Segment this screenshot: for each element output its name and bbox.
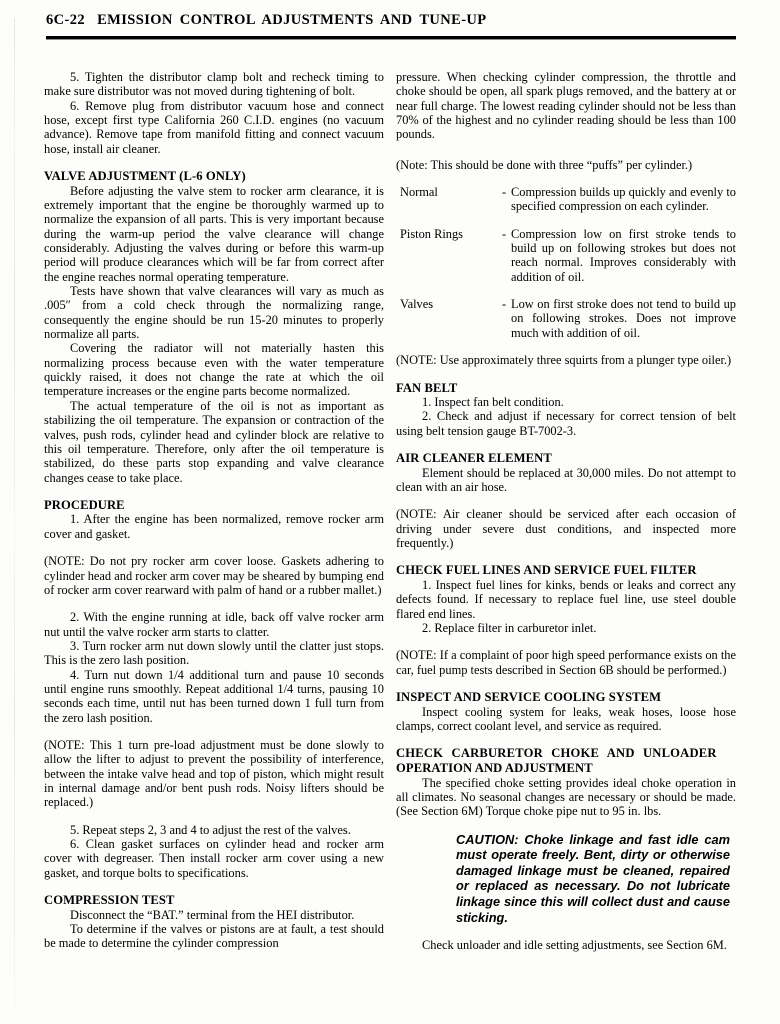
paragraph-fuel-lines-1: 1. Inspect fuel lines for kinks, bends or leaks and correct any defects found. If necessary to replace fuel line, use steel double flared end lines. xyxy=(396,578,736,621)
spacer xyxy=(396,733,736,746)
condition-term: Normal xyxy=(400,185,438,200)
spacer xyxy=(44,156,384,169)
spacer xyxy=(396,172,736,185)
paragraph-procedure-5: 5. Repeat steps 2, 3 and 4 to adjust the rest of the valves. xyxy=(70,822,351,837)
heading-fan-belt: FAN BELT xyxy=(396,380,458,395)
table-row xyxy=(396,227,736,284)
heading-check-fuel-lines: CHECK FUEL LINES AND SERVICE FUEL FILTER xyxy=(396,563,697,578)
spacer xyxy=(44,597,384,610)
condition-description: Low on first stroke does not tend to build up on following strokes. Does not improve much with addition of oil. xyxy=(511,297,736,340)
paragraph-procedure-3: 3. Turn rocker arm nut down slowly until the clatter just stops. This is the zero lash position. xyxy=(44,638,384,668)
heading-valve-adjustment: VALVE ADJUSTMENT (L-6 ONLY) xyxy=(44,169,246,184)
paragraph-step-5: 5. Tighten the distributor clamp bolt and recheck timing to make sure distributor was not moved during tightening of bolt. xyxy=(44,70,384,99)
paragraph-valve-1: Before adjusting the valve stem to rocker arm clearance, it is extremely important that the engine be thoroughly warmed up to normalize the expansion of all parts. This is very important because during the warm-up period the valve clearance will change considerably. Adjusting the valves during or before this warm-up period will produce clearances which will be far from correct after the engine reaches normal operating temperature. xyxy=(44,183,384,284)
spacer xyxy=(44,725,384,738)
paragraph-procedure-4: 4. Turn nut down 1/4 additional turn and pause 10 seconds until engine runs smoothly. Repeat additional 1/4 turns, pausing 10 seconds each time, until nut has been turned down 1 full turn from the zero lash position. xyxy=(44,667,384,725)
condition-description: Compression low on first stroke tends to build up on following strokes but does not reach normal. Improves considerably with addition of oil. xyxy=(511,226,736,284)
spacer xyxy=(396,142,736,158)
paragraph-compression-continued: pressure. When checking cylinder compression, the throttle and choke should be open, all spark plugs removed, and the battery at or near full charge. The lowest reading cylinder should not be less than 70% of the highest and no cylinder reading should be less than 100 pounds. xyxy=(396,70,736,142)
condition-term: Valves xyxy=(400,297,434,312)
heading-inspect-cooling-system: INSPECT AND SERVICE COOLING SYSTEM xyxy=(396,690,662,705)
header-rule xyxy=(46,36,736,39)
condition-dash: - xyxy=(502,185,507,200)
right-column xyxy=(396,70,736,953)
spacer xyxy=(396,368,736,381)
spacer xyxy=(396,340,736,353)
paragraph-choke: The specified choke setting provides ideal choke operation in all climates. No seasonal changes are necessary or should be made. (See Section 6M) Torque choke pipe nut to 95 in. lbs. xyxy=(396,775,736,819)
spacer xyxy=(396,925,736,938)
heading-compression-test: COMPRESSION TEST xyxy=(44,893,175,908)
paragraph-procedure-6: 6. Clean gasket surfaces on cylinder head and rocker arm cover with degreaser. Then install rocker arm cover using a new gasket, and torque bolts to specifications. xyxy=(44,837,384,880)
paragraph-valve-4: The actual temperature of the oil is not as important as stabilizing the oil temperature. The expansion or contraction of the valves, push rods, cylinder head and cylinder block are relative to this oil temperature. Therefore, only after the oil temperature is stabilized, do these parts stop expanding and valve clearance changes cease to take place. xyxy=(44,398,384,485)
page-title: EMISSION CONTROL ADJUSTMENTS AND TUNE-UP xyxy=(97,12,487,28)
paragraph-unloader: Check unloader and idle setting adjustments, see Section 6M. xyxy=(422,938,727,953)
table-row xyxy=(396,297,736,340)
paragraph-compression-1: Disconnect the “BAT.” terminal from the HEI distributor. xyxy=(70,907,355,922)
spacer xyxy=(44,810,384,823)
note-preload: (NOTE: This 1 turn pre-load adjustment must be done slowly to allow the lifter to adjust to prevent the possibility of interference, between the intake valve head and top of piston, which might result in internal damage and/or bent push rods. Noisy lifters should be replaced.) xyxy=(44,737,384,810)
spacer xyxy=(396,635,736,648)
spacer xyxy=(396,214,736,227)
page-header xyxy=(46,12,736,29)
header-text xyxy=(46,12,736,29)
heading-air-cleaner-element: AIR CLEANER ELEMENT xyxy=(396,451,552,466)
spacer xyxy=(44,485,384,498)
scan-artifact-line xyxy=(14,18,15,1008)
paragraph-valve-2: Tests have shown that valve clearances will vary as much as .005″ from a cold check through the normalizing range, consequently the engine should be run 15-20 minutes to properly normalize all parts. xyxy=(44,284,384,342)
condition-description: Compression builds up quickly and evenly to specified compression on each cylinder. xyxy=(511,185,736,214)
spacer xyxy=(396,438,736,451)
spacer xyxy=(396,819,736,832)
paragraph-compression-2: To determine if the valves or pistons are at fault, a test should be made to determine the cylinder compression xyxy=(44,921,384,951)
spacer xyxy=(44,541,384,554)
heading-check-choke-line-1: CHECK CARBURETOR CHOKE AND UNLOADER xyxy=(396,746,717,761)
spacer xyxy=(396,677,736,690)
heading-check-choke-line-2: OPERATION AND ADJUSTMENT xyxy=(396,760,593,775)
condition-dash: - xyxy=(502,297,507,312)
paragraph-valve-3: Covering the radiator will not materially hasten this normalizing process because even with the water temperature quickly raised, it does not change the rate at which the oil temperature increases or the engine parts become normalized. xyxy=(44,341,384,399)
spacer xyxy=(396,284,736,297)
paragraph-fuel-lines-2: 2. Replace filter in carburetor inlet. xyxy=(422,621,597,636)
condition-term: Piston Rings xyxy=(400,226,464,241)
spacer xyxy=(396,494,736,507)
note-rocker-cover: (NOTE: Do not pry rocker arm cover loose. Gaskets adhering to cylinder head and rocker arm cover may be sheared by bumping end of rocker arm cover rearward with palm of hand or a rubber mallet.) xyxy=(44,554,384,597)
table-row xyxy=(396,185,736,214)
paragraph-cooling: Inspect cooling system for leaks, weak hoses, loose hose clamps, correct coolant level, and service as required. xyxy=(396,704,736,734)
spacer xyxy=(44,880,384,893)
caution-note: CAUTION: Choke linkage and fast idle cam must operate freely. Bent, dirty or otherwise damaged linkage must be cleaned, repaired or replaced as necessary. Do not lubricate linkage since this will collect dust and cause sticking. xyxy=(456,831,730,925)
paragraph-fan-belt-1: 1. Inspect fan belt condition. xyxy=(422,395,564,410)
paragraph-step-6: 6. Remove plug from distributor vacuum hose and connect hose, except first type California 260 C.I.D. engines (no vacuum advance). Remove tape from manifold fitting and connect vacuum hose, install air cleaner. xyxy=(44,98,384,156)
note-oiler: (NOTE: Use approximately three squirts from a plunger type oiler.) xyxy=(396,353,732,368)
condition-dash: - xyxy=(502,226,507,241)
compression-condition-table xyxy=(396,185,736,340)
paragraph-fan-belt-2: 2. Check and adjust if necessary for correct tension of belt using belt tension gauge BT-7002-3. xyxy=(396,409,736,438)
spacer xyxy=(396,550,736,563)
paragraph-procedure-1: 1. After the engine has been normalized, remove rocker arm cover and gasket. xyxy=(44,512,384,541)
paragraph-procedure-2: 2. With the engine running at idle, back off valve rocker arm nut until the valve rocker arm starts to clatter. xyxy=(44,610,384,639)
note-puffs: (Note: This should be done with three “puffs” per cylinder.) xyxy=(396,157,693,172)
note-fuel-pump: (NOTE: If a complaint of poor high speed performance exists on the car, fuel pump tests described in Section 6B should be performed.) xyxy=(396,648,736,677)
paragraph-air-cleaner-1: Element should be replaced at 30,000 miles. Do not attempt to clean with an air hose. xyxy=(396,465,736,495)
left-column xyxy=(44,70,384,951)
heading-procedure: PROCEDURE xyxy=(44,497,125,512)
page-folio: 6C-22 xyxy=(46,12,86,28)
note-air-cleaner: (NOTE: Air cleaner should be serviced after each occasion of driving under severe dust conditions, and inspected more frequently.) xyxy=(396,507,736,551)
